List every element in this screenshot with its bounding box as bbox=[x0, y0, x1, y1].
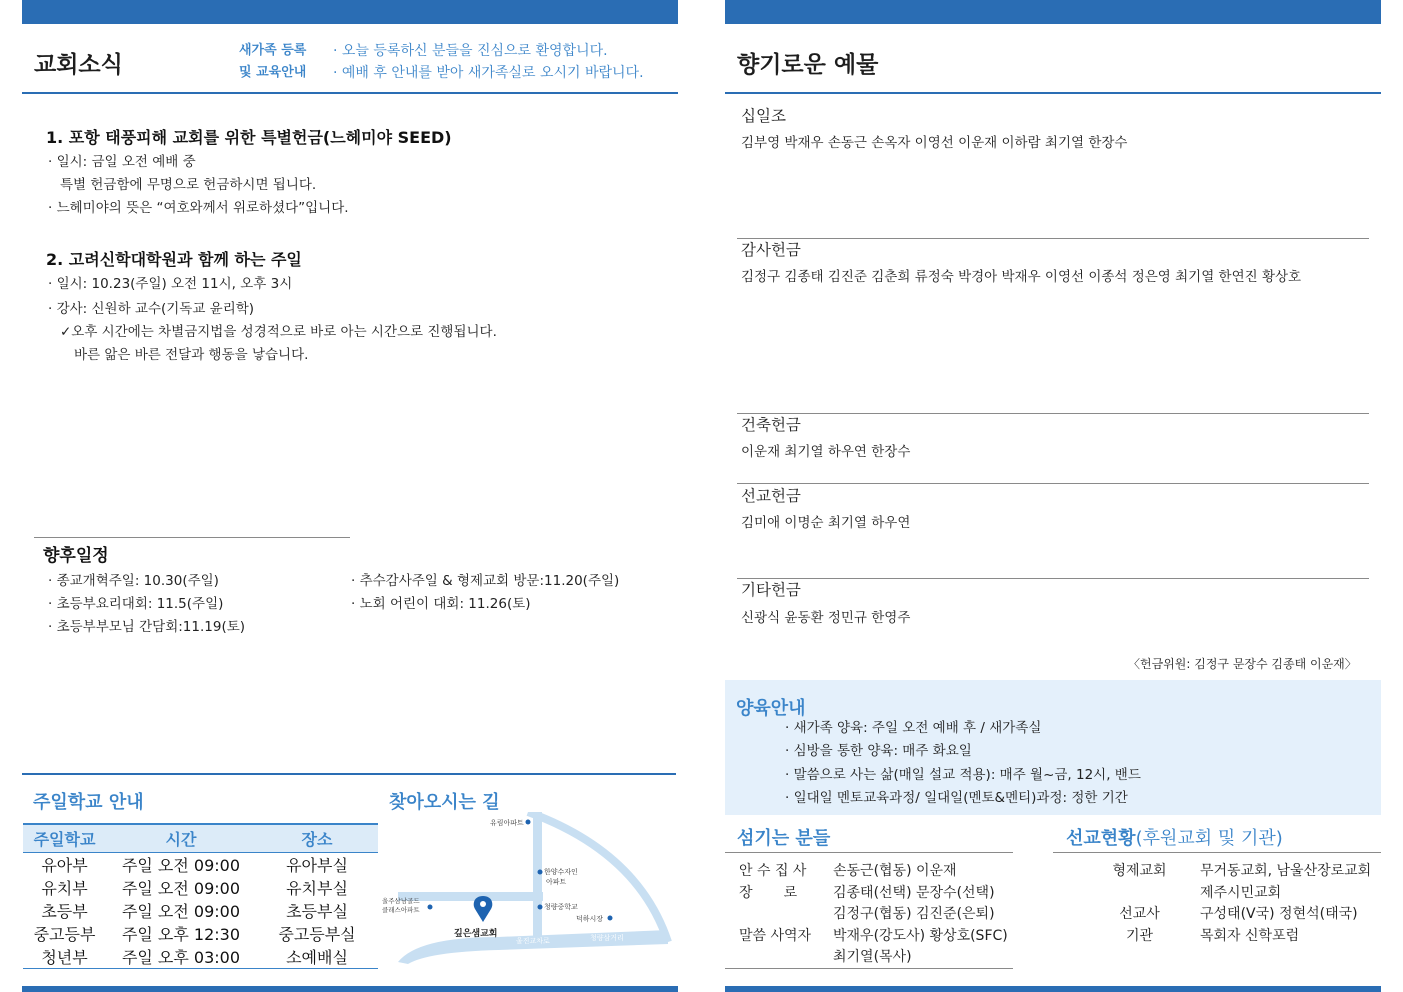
offering-divider bbox=[737, 238, 1369, 239]
table-row bbox=[23, 876, 378, 899]
map-label: 클래스아파트 bbox=[382, 906, 420, 914]
education-line: · 심방을 통한 양육: 매주 화요일 bbox=[785, 743, 972, 759]
server-names: 손동근(협동) 이운재 bbox=[833, 863, 957, 879]
table-cell: 주일 오후 03:00 bbox=[121, 948, 241, 967]
mission-title bbox=[1066, 824, 1283, 850]
education-line: · 일대일 멘토교육과정/ 일대일(멘토&멘티)과정: 정한 기간 bbox=[785, 790, 1128, 806]
table-cell: 유치부실 bbox=[286, 879, 348, 898]
server-names: 김종태(선택) 문장수(선택) bbox=[833, 884, 995, 901]
table-row bbox=[1079, 882, 1371, 904]
table-cell: 유치부 bbox=[41, 879, 88, 898]
bottom-bar-right bbox=[725, 986, 1381, 992]
table-row bbox=[739, 860, 1008, 882]
upcoming-item: · 노회 어린이 대회: 11.26(토) bbox=[351, 596, 531, 612]
table-row bbox=[1079, 903, 1371, 925]
servers-table bbox=[739, 860, 1008, 968]
sunday-school-table bbox=[23, 823, 378, 969]
map-dot bbox=[526, 820, 531, 825]
table-cell: 주일 오후 12:30 bbox=[121, 925, 241, 944]
map-dot bbox=[428, 905, 433, 910]
news-item-1-line: 특별 헌금함에 무명으로 헌금하시면 됩니다. bbox=[60, 177, 317, 193]
map-dot bbox=[608, 916, 613, 921]
offering-divider bbox=[737, 413, 1369, 414]
mission-detail: 구성태(V국) 정현석(태국) bbox=[1200, 906, 1358, 922]
offering-head-other: 기타헌금 bbox=[741, 581, 801, 599]
registration-head-line2: 및 교육안내 bbox=[239, 65, 307, 80]
offering-head-mission: 선교헌금 bbox=[741, 487, 801, 505]
registration-heading bbox=[239, 40, 306, 84]
table-row bbox=[23, 922, 378, 945]
map-church-label: 깊은샘교회 bbox=[454, 929, 498, 939]
offering-head-tithe: 십일조 bbox=[741, 107, 786, 125]
table-row bbox=[23, 853, 378, 877]
servers-bottom-rule bbox=[725, 968, 1013, 969]
servers-title: 섬기는 분들 bbox=[737, 828, 831, 849]
map-label: 아파트 bbox=[546, 878, 567, 886]
upcoming-title: 향후일정 bbox=[43, 546, 109, 566]
offering-names-mission: 김미애 이명순 최기열 하우연 bbox=[741, 515, 911, 531]
table-cell: 유아부실 bbox=[286, 856, 348, 875]
news-item-2-title: 2. 고려신학대학원과 함께 하는 주일 bbox=[46, 250, 302, 269]
offering-names-other: 신광식 윤동환 정민규 한영주 bbox=[741, 610, 911, 626]
table-cell: 초등부 bbox=[41, 902, 88, 921]
server-role bbox=[739, 903, 833, 925]
server-names: 박재우(강도사) 황상호(SFC) bbox=[833, 927, 1008, 944]
registration-text bbox=[333, 40, 644, 84]
map-road-horizontal bbox=[398, 892, 543, 901]
news-item-1-line: · 일시: 금일 오전 예배 중 bbox=[48, 154, 196, 170]
offerings-header-rule bbox=[725, 92, 1381, 94]
directions-map bbox=[378, 812, 678, 967]
mission-table bbox=[1079, 860, 1371, 946]
upcoming-item: · 추수감사주일 & 형제교회 방문:11.20(주일) bbox=[351, 573, 620, 589]
table-row bbox=[739, 946, 1008, 968]
table-cell: 초등부실 bbox=[286, 902, 348, 921]
offering-names-building: 이운재 최기열 하우연 한장수 bbox=[741, 444, 911, 460]
table-header-place: 장소 bbox=[256, 824, 378, 853]
upcoming-rule bbox=[34, 537, 350, 538]
mission-detail: 무거동교회, 남울산장로교회 bbox=[1200, 863, 1372, 879]
map-label: 한양수자인 bbox=[544, 868, 578, 876]
offering-names-thanks: 김정구 김종태 김진준 김춘희 류정숙 박경아 박재우 이영선 이종석 정은영 최기열 한연진 황상호 bbox=[741, 269, 1302, 285]
servers-top-rule bbox=[725, 852, 1013, 853]
top-bar-left bbox=[22, 0, 678, 24]
news-item-2-line: · 일시: 10.23(주일) 오전 11시, 오후 3시 bbox=[48, 276, 293, 292]
church-news-title: 교회소식 bbox=[34, 52, 123, 78]
offering-head-building: 건축헌금 bbox=[741, 416, 801, 434]
news-item-2-line: · 강사: 신원하 교수(기독교 윤리학) bbox=[48, 301, 255, 317]
table-cell: 소예배실 bbox=[286, 948, 348, 967]
table-header-dept: 주일학교 bbox=[23, 824, 106, 853]
news-item-1-title: 1. 포항 태풍피해 교회를 위한 특별헌금(느헤미야 SEED) bbox=[46, 128, 452, 147]
server-names: 최기열(목사) bbox=[833, 949, 912, 965]
map-dot bbox=[538, 905, 543, 910]
table-cell: 청년부 bbox=[41, 948, 88, 967]
map-road-vertical bbox=[533, 812, 542, 942]
education-line: · 말씀으로 사는 삶(매일 설교 적용): 매주 월~금, 12시, 밴드 bbox=[785, 767, 1141, 783]
map-dot bbox=[538, 870, 543, 875]
table-row bbox=[23, 945, 378, 969]
map-road-label: 청량삼거리 bbox=[590, 934, 624, 942]
table-cell: 유아부 bbox=[41, 856, 88, 875]
table-row bbox=[739, 925, 1008, 947]
mission-title-main: 선교현황 bbox=[1066, 828, 1136, 849]
mission-category: 기관 bbox=[1125, 927, 1154, 944]
offering-head-thanks: 감사헌금 bbox=[741, 241, 801, 259]
offering-committee: 〈헌금위원: 김정구 문장수 김종태 이운재〉 bbox=[1128, 657, 1357, 671]
top-bar-right bbox=[725, 0, 1381, 24]
mission-category: 선교사 bbox=[1119, 906, 1160, 922]
mission-detail: 목회자 신학포럼 bbox=[1200, 927, 1300, 944]
server-names: 김정구(협동) 김진준(은퇴) bbox=[833, 906, 995, 922]
map-label: 울주삼남골드 bbox=[382, 897, 420, 905]
server-role: 말씀 사역자 bbox=[739, 927, 812, 944]
mission-top-rule bbox=[1053, 852, 1381, 853]
mission-title-sub: (후원교회 및 기관) bbox=[1135, 828, 1283, 849]
table-row bbox=[739, 882, 1008, 904]
table-header-time: 시간 bbox=[106, 824, 256, 853]
table-row bbox=[739, 903, 1008, 925]
education-title: 양육안내 bbox=[736, 698, 806, 719]
upcoming-item: · 종교개혁주일: 10.30(주일) bbox=[48, 573, 219, 589]
table-cell: 주일 오전 09:00 bbox=[121, 879, 241, 898]
map-label: 청량중학교 bbox=[544, 903, 578, 911]
upcoming-item: · 초등부요리대회: 11.5(주일) bbox=[48, 596, 224, 612]
bottom-bar-left bbox=[22, 986, 678, 992]
directions-title: 찾아오시는 길 bbox=[389, 792, 500, 813]
server-role: 장 로 bbox=[739, 884, 798, 901]
sunday-school-rule bbox=[22, 773, 676, 775]
location-pin-icon bbox=[474, 896, 493, 922]
offering-divider bbox=[737, 483, 1369, 484]
news-item-1-line: · 느헤미야의 뜻은 “여호와께서 위로하셨다”입니다. bbox=[48, 200, 349, 216]
mission-category bbox=[1079, 882, 1200, 904]
server-role bbox=[739, 946, 833, 968]
offerings-title: 향기로운 예물 bbox=[737, 52, 879, 78]
map-label: 유림아파트 bbox=[490, 819, 524, 827]
upcoming-item: · 초등부부모님 간담회:11.19(토) bbox=[48, 619, 246, 635]
map-road-label: 울진교차로 bbox=[516, 937, 550, 945]
offering-names-tithe: 김부영 박재우 손동근 손옥자 이영선 이운재 이하람 최기열 한장수 bbox=[741, 135, 1128, 151]
table-cell: 주일 오전 09:00 bbox=[121, 902, 241, 921]
news-item-2-line: ✓오후 시간에는 차별금지법을 성경적으로 바로 아는 시간으로 진행됩니다. bbox=[60, 324, 497, 340]
news-item-2-line: 바른 앎은 바른 전달과 행동을 낳습니다. bbox=[74, 347, 309, 363]
mission-category: 형제교회 bbox=[1112, 863, 1167, 879]
sunday-school-title: 주일학교 안내 bbox=[33, 792, 144, 813]
registration-line2: · 예배 후 안내를 받아 새가족실로 오시기 바랍니다. bbox=[333, 65, 644, 81]
registration-line1: · 오늘 등록하신 분들을 진심으로 환영합니다. bbox=[333, 43, 608, 59]
table-row bbox=[1079, 860, 1371, 882]
mission-detail: 제주시민교회 bbox=[1200, 884, 1282, 901]
table-cell: 중고등부 bbox=[33, 925, 96, 944]
table-row bbox=[1079, 925, 1371, 947]
offering-divider bbox=[737, 578, 1369, 579]
table-cell: 주일 오전 09:00 bbox=[121, 856, 241, 875]
education-line: · 새가족 양육: 주일 오전 예배 후 / 새가족실 bbox=[785, 720, 1042, 736]
server-role: 안 수 집 사 bbox=[739, 863, 807, 879]
map-label: 덕하시장 bbox=[576, 915, 604, 923]
news-header-rule bbox=[22, 92, 678, 94]
registration-head-line1: 새가족 등록 bbox=[239, 43, 307, 58]
table-cell: 중고등부실 bbox=[278, 925, 356, 944]
table-row bbox=[23, 899, 378, 922]
